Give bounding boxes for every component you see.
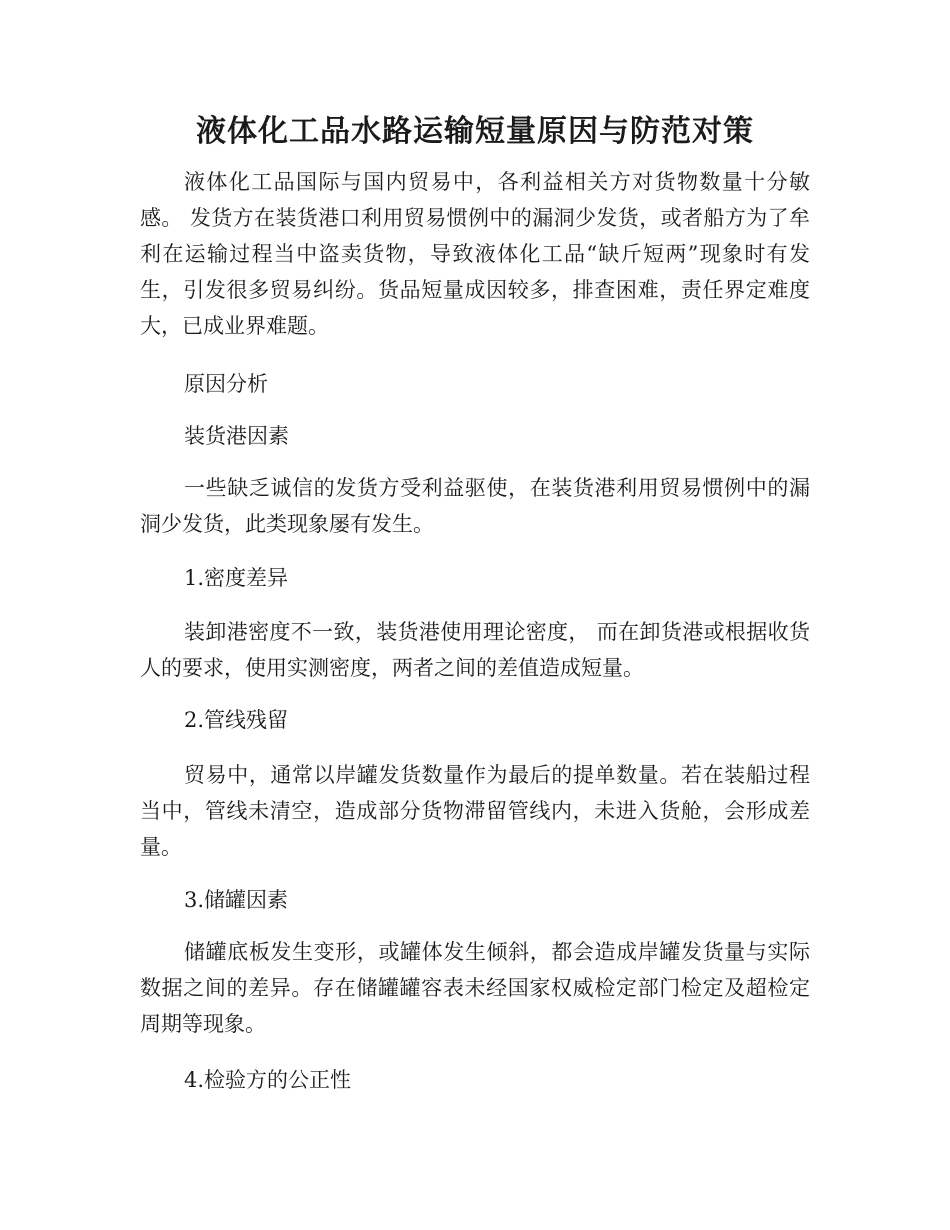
item-heading-4: 4.检验方的公正性 <box>184 1068 352 1092</box>
item-paragraph-1: 装卸港密度不一致，装货港使用理论密度， 而在卸货港或根据收货人的要求，使用实测密度，两者之间的差值造成短量。 <box>140 620 810 680</box>
subsection-paragraph: 一些缺乏诚信的发货方受利益驱使，在装货港利用贸易惯例中的漏洞少发货，此类现象屡有发生。 <box>140 476 810 536</box>
item-heading-2: 2.管线残留 <box>184 708 289 732</box>
item-paragraph-3: 储罐底板发生变形，或罐体发生倾斜，都会造成岸罐发货量与实际数据之间的差异。存在储罐罐容表未经国家权威检定部门检定及超检定周期等现象。 <box>140 940 810 1036</box>
intro-paragraph: 液体化工品国际与国内贸易中，各利益相关方对货物数量十分敏感。 发货方在装货港口利用贸易惯例中的漏洞少发货，或者船方为了牟利在运输过程当中盗卖货物，导致液体化工品“缺斤短两”现象时有发生，引发很多贸易纠纷。货品短量成因较多，排查困难，责任界定难度大，已成业界难题。 <box>140 170 810 338</box>
section-heading: 原因分析 <box>184 372 268 396</box>
item-heading-1: 1.密度差异 <box>184 566 289 590</box>
subsection-heading: 装货港因素 <box>184 424 289 448</box>
item-paragraph-2: 贸易中，通常以岸罐发货数量作为最后的提单数量。若在装船过程当中，管线未清空，造成部分货物滞留管线内，未进入货舱，会形成差量。 <box>140 763 810 859</box>
item-heading-3: 3.储罐因素 <box>184 888 289 912</box>
document-title: 液体化工品水路运输短量原因与防范对策 <box>196 114 754 149</box>
